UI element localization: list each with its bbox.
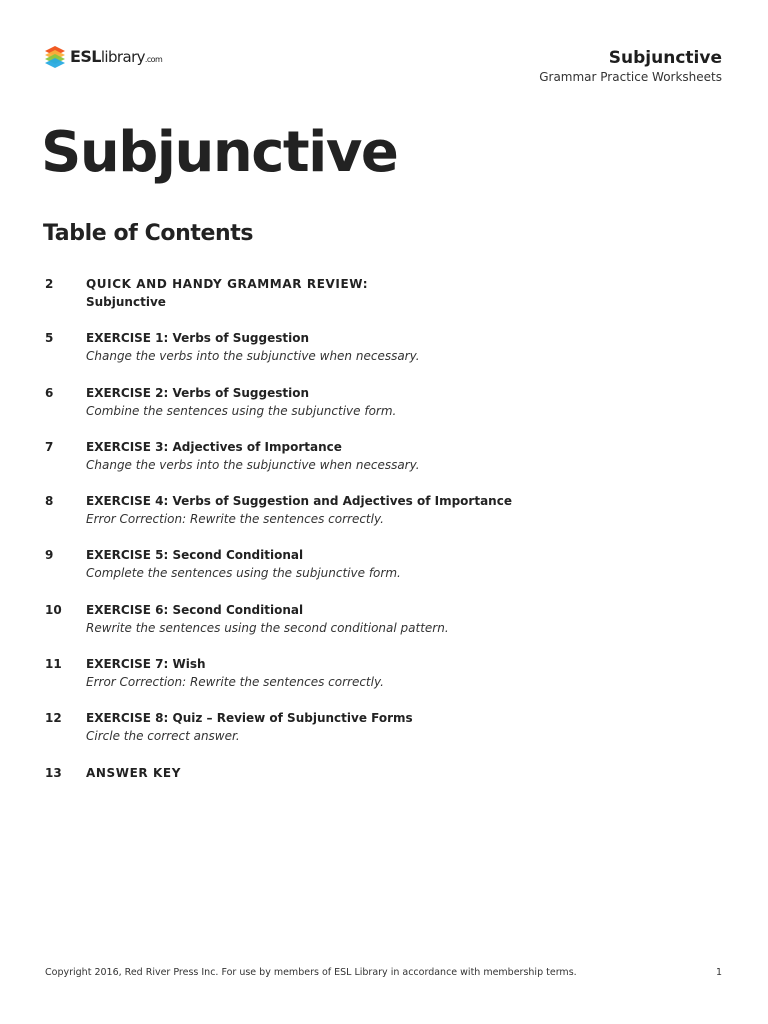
toc-entry-description: Complete the sentences using the subjunctive form.	[86, 566, 401, 581]
toc-entry	[45, 655, 725, 691]
toc-page-number: 10	[45, 602, 62, 617]
page-footer	[45, 966, 722, 980]
document-header	[539, 47, 722, 85]
header-title: Subjunctive	[608, 48, 722, 68]
toc-entry	[45, 384, 725, 420]
table-of-contents	[45, 275, 725, 800]
toc-page-number: 11	[45, 657, 62, 672]
page-title: Subjunctive	[41, 120, 398, 185]
toc-page-number: 13	[45, 765, 62, 780]
toc-entry-title: EXERCISE 4: Verbs of Suggestion and Adjectives of Importance	[86, 494, 512, 509]
toc-heading: Table of Contents	[43, 221, 254, 246]
toc-entry-title: EXERCISE 5: Second Conditional	[86, 548, 304, 563]
toc-page-number: 9	[45, 548, 54, 563]
logo-brand-suffix: .com	[144, 54, 163, 64]
toc-entry-description: Rewrite the sentences using the second conditional pattern.	[86, 620, 449, 635]
toc-page-number: 7	[45, 439, 54, 454]
toc-page-number: 6	[45, 385, 54, 400]
toc-page-number: 2	[45, 277, 54, 291]
toc-entry-title: EXERCISE 6: Second Conditional	[86, 602, 304, 617]
toc-entry	[45, 764, 725, 782]
toc-entry-subtitle: Subjunctive	[86, 295, 166, 309]
toc-entry-description: Combine the sentences using the subjunctive form.	[86, 403, 397, 418]
toc-page-number: 12	[45, 711, 62, 726]
logo-brand-bold: ESL	[70, 46, 101, 66]
toc-entry-description: Error Correction: Rewrite the sentences correctly.	[86, 675, 384, 690]
toc-entry	[45, 601, 725, 637]
toc-entry-title: EXERCISE 3: Adjectives of Importance	[86, 439, 342, 454]
page-number: 1	[715, 967, 722, 978]
toc-entry-description: Circle the correct answer.	[86, 729, 240, 744]
logo-brand-regular: library	[100, 47, 145, 66]
toc-entry-description: Change the verbs into the subjunctive when necessary.	[86, 349, 420, 364]
header-subtitle: Grammar Practice Worksheets	[539, 70, 722, 84]
esl-library-logo	[44, 44, 162, 68]
toc-entry-title: EXERCISE 2: Verbs of Suggestion	[86, 385, 310, 400]
toc-entry-title: QUICK AND HANDY GRAMMAR REVIEW:	[86, 277, 369, 291]
toc-entry	[45, 492, 725, 528]
toc-entry-title: EXERCISE 7: Wish	[86, 657, 206, 672]
toc-entry-description: Error Correction: Rewrite the sentences correctly.	[86, 512, 384, 527]
logo-wordmark	[70, 47, 162, 66]
toc-entry	[45, 329, 725, 365]
toc-page-number: 8	[45, 494, 54, 509]
toc-entry	[45, 438, 725, 474]
toc-entry-title: EXERCISE 1: Verbs of Suggestion	[86, 331, 310, 346]
toc-entry-description: Change the verbs into the subjunctive when necessary.	[86, 457, 420, 472]
toc-entry	[45, 275, 725, 311]
toc-entry	[45, 709, 725, 745]
toc-entry-title: ANSWER KEY	[86, 765, 182, 780]
toc-page-number: 5	[45, 331, 54, 346]
copyright-notice: Copyright 2016, Red River Press Inc. For use by members of ESL Library in accordance with membership terms.	[45, 967, 577, 978]
toc-entry	[45, 546, 725, 582]
toc-entry-title: EXERCISE 8: Quiz – Review of Subjunctive Forms	[86, 711, 413, 726]
esl-library-logo-icon	[44, 44, 66, 68]
